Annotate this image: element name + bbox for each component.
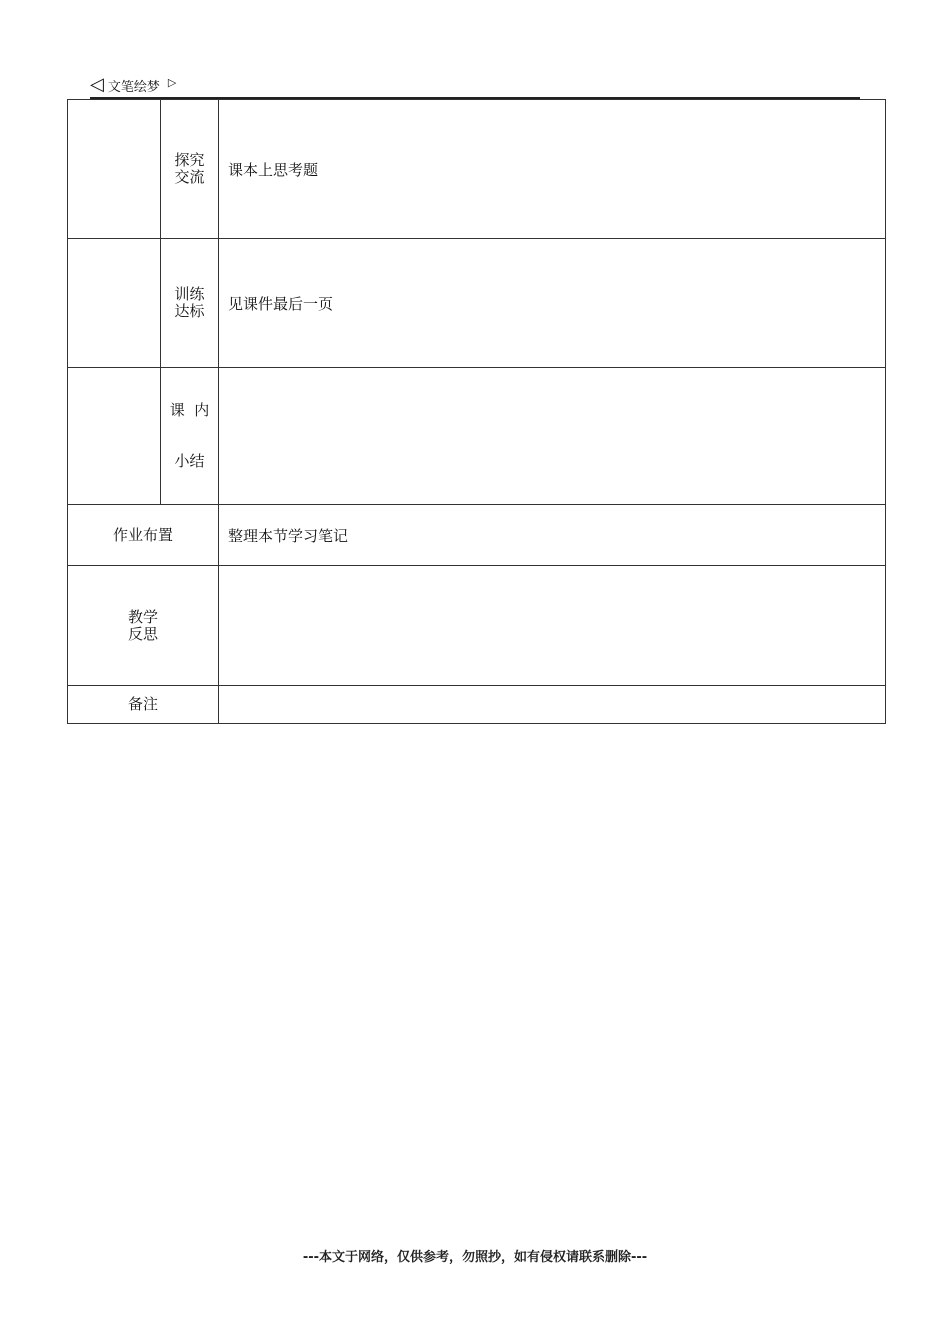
left-triangle-icon: ◁	[90, 74, 104, 95]
row-label-reflection	[68, 566, 219, 686]
row-content-summary	[219, 368, 886, 505]
row-label-summary	[161, 368, 219, 505]
table-row	[68, 239, 886, 368]
row-label-homework	[68, 505, 219, 566]
label-line: 训练	[174, 285, 205, 303]
row-content-practice: 见课件最后一页	[219, 239, 886, 368]
row-label-explore	[161, 100, 219, 239]
lesson-plan-table	[67, 99, 886, 724]
label-line: 小结	[174, 452, 205, 470]
row-content-notes	[219, 686, 886, 724]
table-row	[68, 505, 886, 566]
label-line: 备注	[127, 695, 158, 713]
table-row	[68, 686, 886, 724]
row-label-notes	[68, 686, 219, 724]
row-content-reflection	[219, 566, 886, 686]
label-line: 反思	[127, 624, 158, 643]
label-line: 教学	[127, 607, 158, 626]
label-line: 达标	[174, 302, 205, 320]
row-label-practice	[161, 239, 219, 368]
table-row	[68, 368, 886, 505]
brand-text: 文笔绘梦	[107, 79, 160, 95]
page-header	[90, 73, 860, 99]
row-content-homework: 整理本节学习笔记	[219, 505, 886, 566]
footer-notice: ---本文于网络，仅供参考，勿照抄，如有侵权请联系删除---	[302, 1250, 648, 1265]
table-row	[68, 100, 886, 239]
right-triangle-icon: ▷	[167, 75, 177, 89]
table-row	[68, 566, 886, 686]
label-line: 交流	[174, 168, 205, 186]
label-line: 探究	[174, 151, 205, 169]
row-content-explore: 课本上思考题	[219, 100, 886, 239]
header-brand	[90, 73, 176, 97]
label-line: 作业布置	[112, 525, 173, 544]
label-line: 课 内	[169, 401, 210, 419]
blank-cell	[68, 368, 161, 505]
blank-cell	[68, 100, 161, 239]
blank-cell	[68, 239, 161, 368]
